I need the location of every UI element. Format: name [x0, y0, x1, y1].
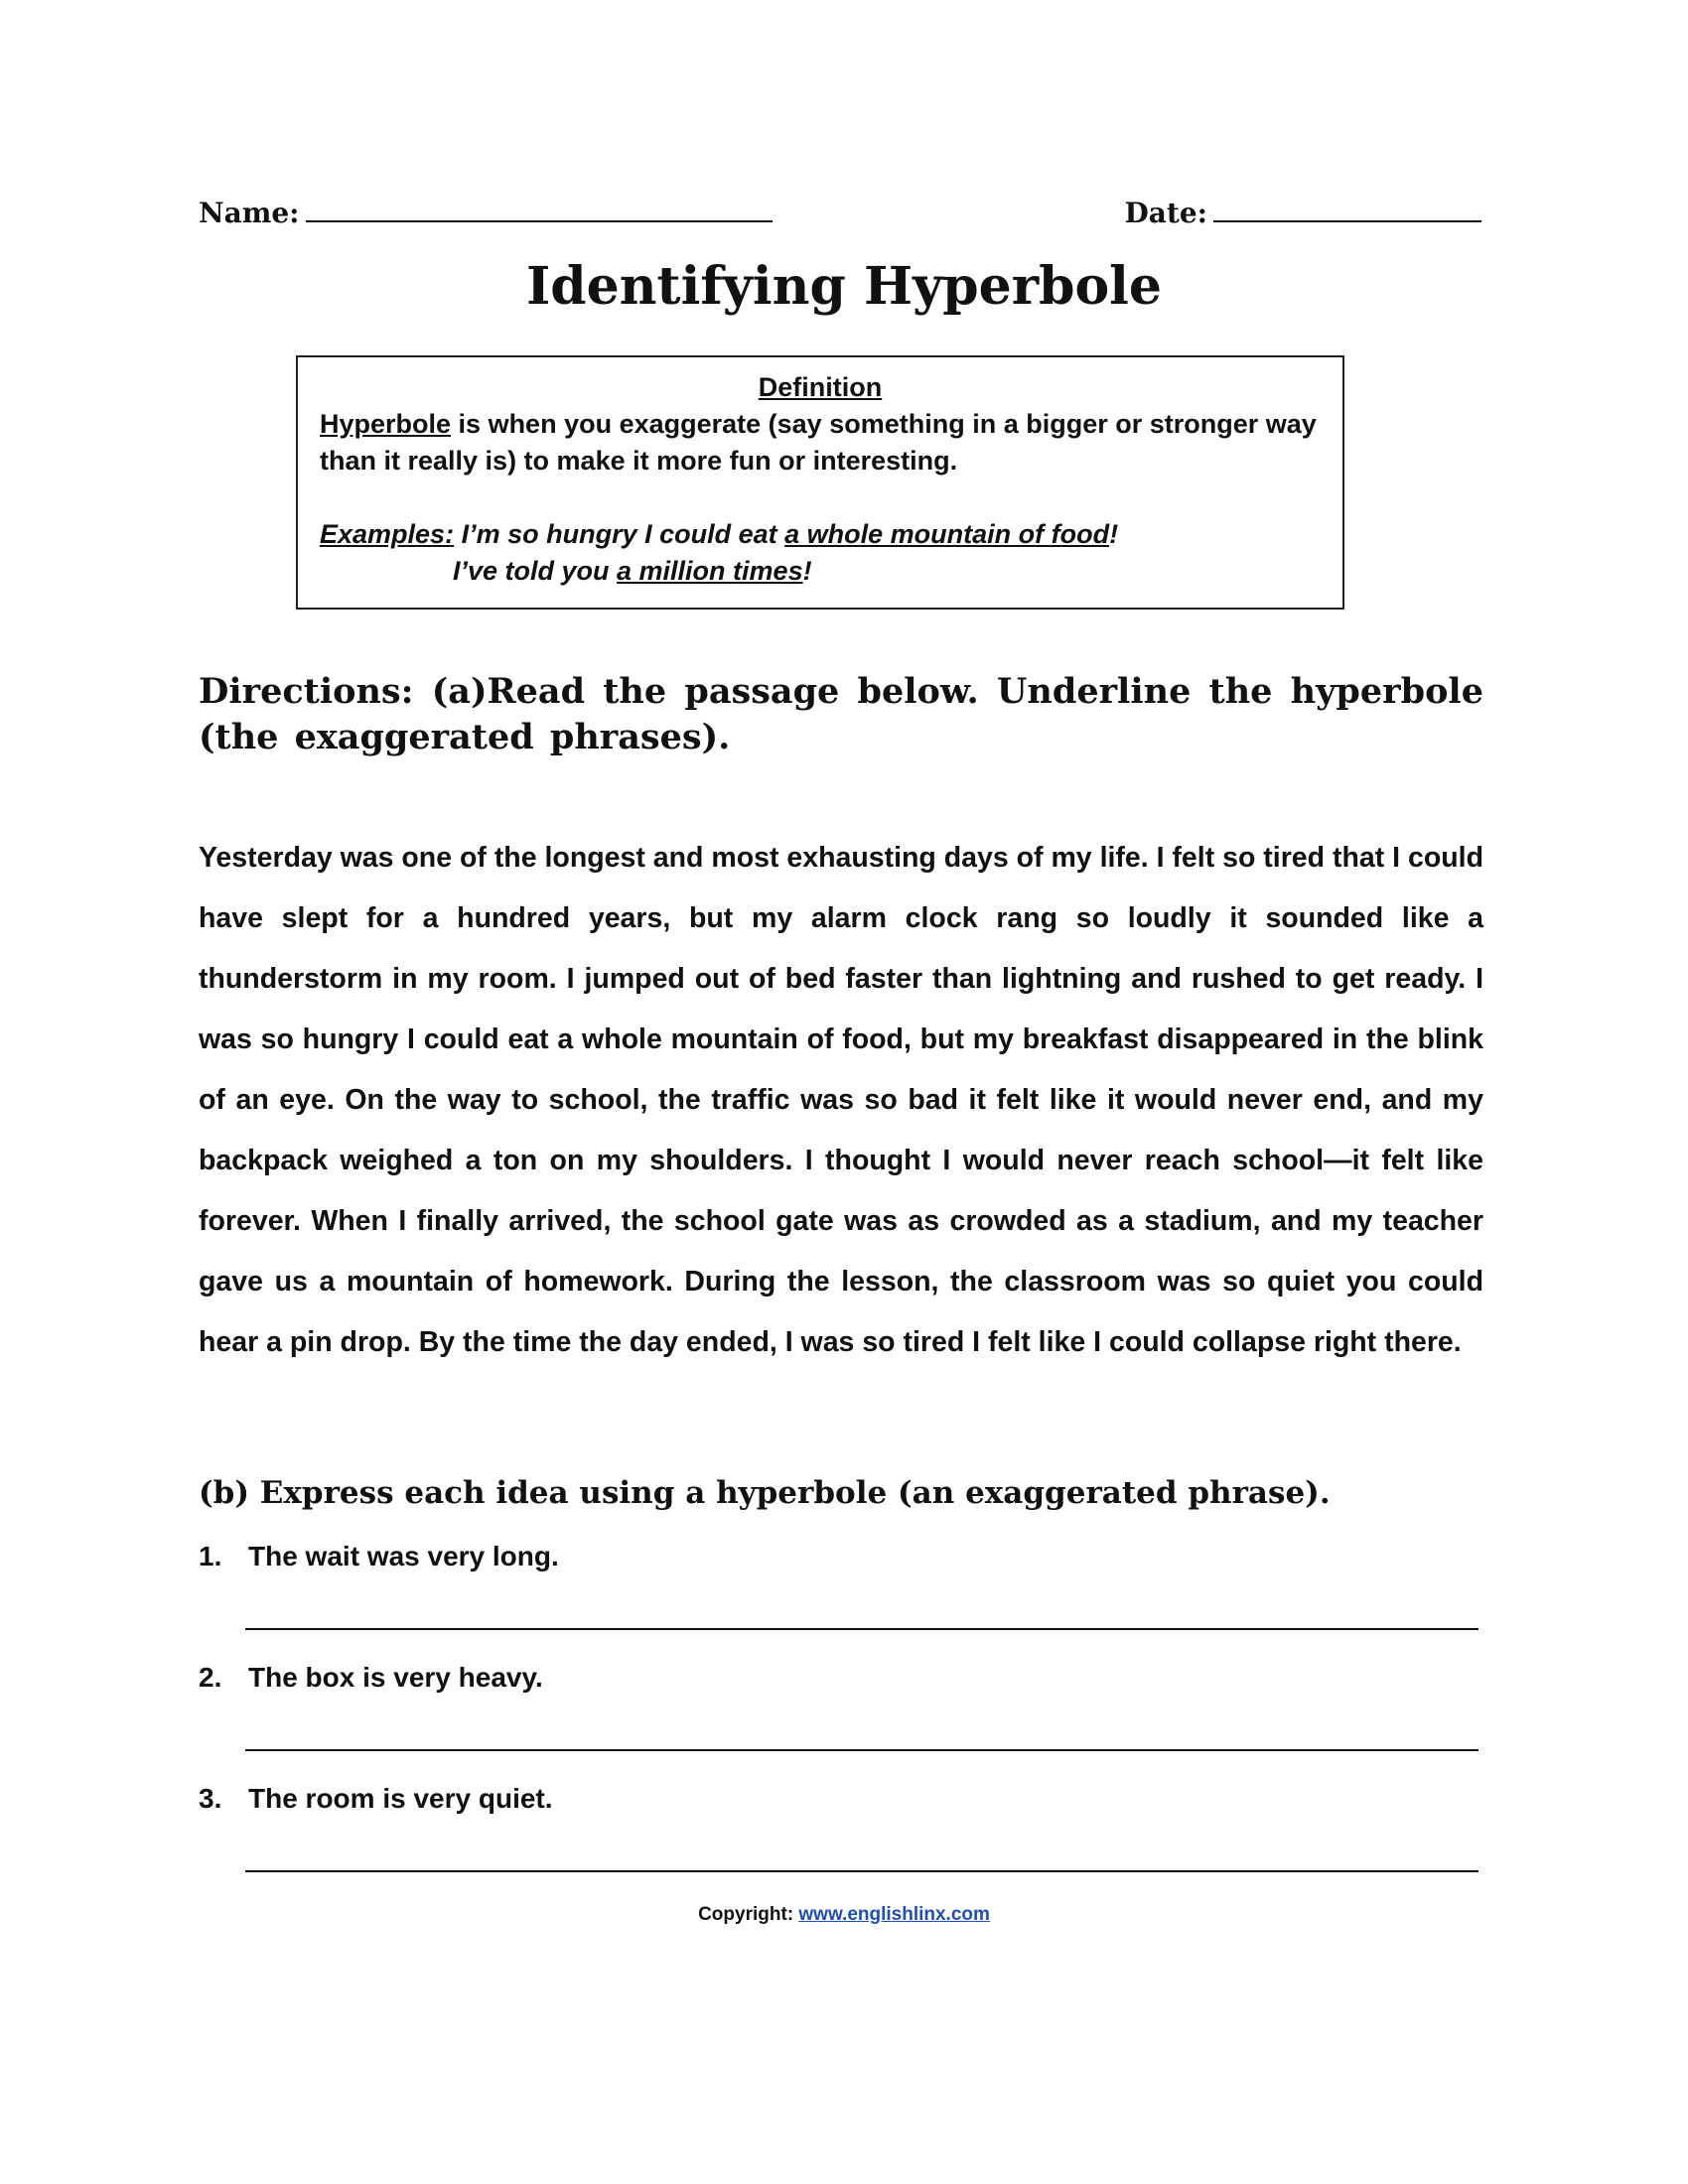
answer-line-2[interactable]	[245, 1749, 1478, 1751]
copyright-link[interactable]: www.englishlinx.com	[798, 1904, 990, 1925]
copyright	[0, 1904, 1688, 1926]
definition-body: is when you exaggerate (say something in a bigger or stronger way than it really is) to make it more fun or interesting.	[320, 409, 1317, 476]
question-1	[199, 1541, 559, 1572]
question-2-number: 2.	[199, 1662, 222, 1693]
question-2	[199, 1662, 543, 1694]
example-2	[320, 553, 1321, 590]
answer-line-1[interactable]	[245, 1628, 1478, 1630]
question-2-text: The box is very heavy.	[248, 1662, 543, 1693]
question-1-number: 1.	[199, 1541, 222, 1571]
example-2-post: !	[802, 556, 812, 586]
header-row	[199, 197, 1481, 236]
question-3-text: The room is very quiet.	[248, 1783, 553, 1814]
example-2-hyperbole: a million times	[617, 556, 803, 586]
part-b-instruction: (b) Express each idea using a hyperbole (an exaggerated phrase).	[199, 1475, 1331, 1511]
copyright-label: Copyright:	[698, 1904, 794, 1925]
directions: Directions: (a)Read the passage below. Underline the hyperbole (the exaggerated phrases).	[199, 671, 1483, 757]
question-1-text: The wait was very long.	[248, 1541, 559, 1571]
date-label: Date:	[1124, 197, 1207, 229]
question-3-number: 3.	[199, 1783, 222, 1814]
example-1	[320, 516, 1321, 553]
example-2-pre: I’ve told you	[453, 556, 618, 586]
definition-heading: Definition	[758, 372, 883, 402]
date-field[interactable]	[1124, 197, 1481, 229]
definition-text	[320, 406, 1321, 479]
definition-box	[296, 355, 1344, 610]
definition-term: Hyperbole	[320, 409, 452, 439]
example-1-post: !	[1109, 519, 1119, 549]
example-1-pre: I’m so hungry I could eat	[454, 519, 785, 549]
answer-line-3[interactable]	[245, 1870, 1478, 1872]
date-blank-line[interactable]	[1213, 197, 1481, 222]
name-field[interactable]	[199, 197, 773, 229]
page-title: Identifying Hyperbole	[525, 256, 1163, 317]
name-blank-line[interactable]	[306, 197, 773, 222]
question-3	[199, 1783, 553, 1815]
name-label: Name:	[199, 197, 300, 229]
passage: Yesterday was one of the longest and most exhausting days of my life. I felt so tired that I could have slept for a hundred years, but my alarm clock rang so loudly it sounded like a thunderstorm in my room. I jumped out of bed faster than lightning and rushed to get ready. I was so hungry I could eat a whole mountain of food, but my breakfast disappeared in the blink of an eye. On the way to school, the traffic was so bad it felt like it would never end, and my backpack weighed a ton on my shoulders. I thought I would never reach school—it felt like forever. When I finally arrived, the school gate was as crowded as a stadium, and my teacher gave us a mountain of homework. During the lesson, the classroom was so quiet you could hear a pin drop. By the time the day ended, I was so tired I felt like I could collapse right there.	[199, 842, 1483, 1358]
examples-label: Examples:	[320, 519, 455, 549]
example-1-hyperbole: a whole mountain of food	[784, 519, 1110, 549]
